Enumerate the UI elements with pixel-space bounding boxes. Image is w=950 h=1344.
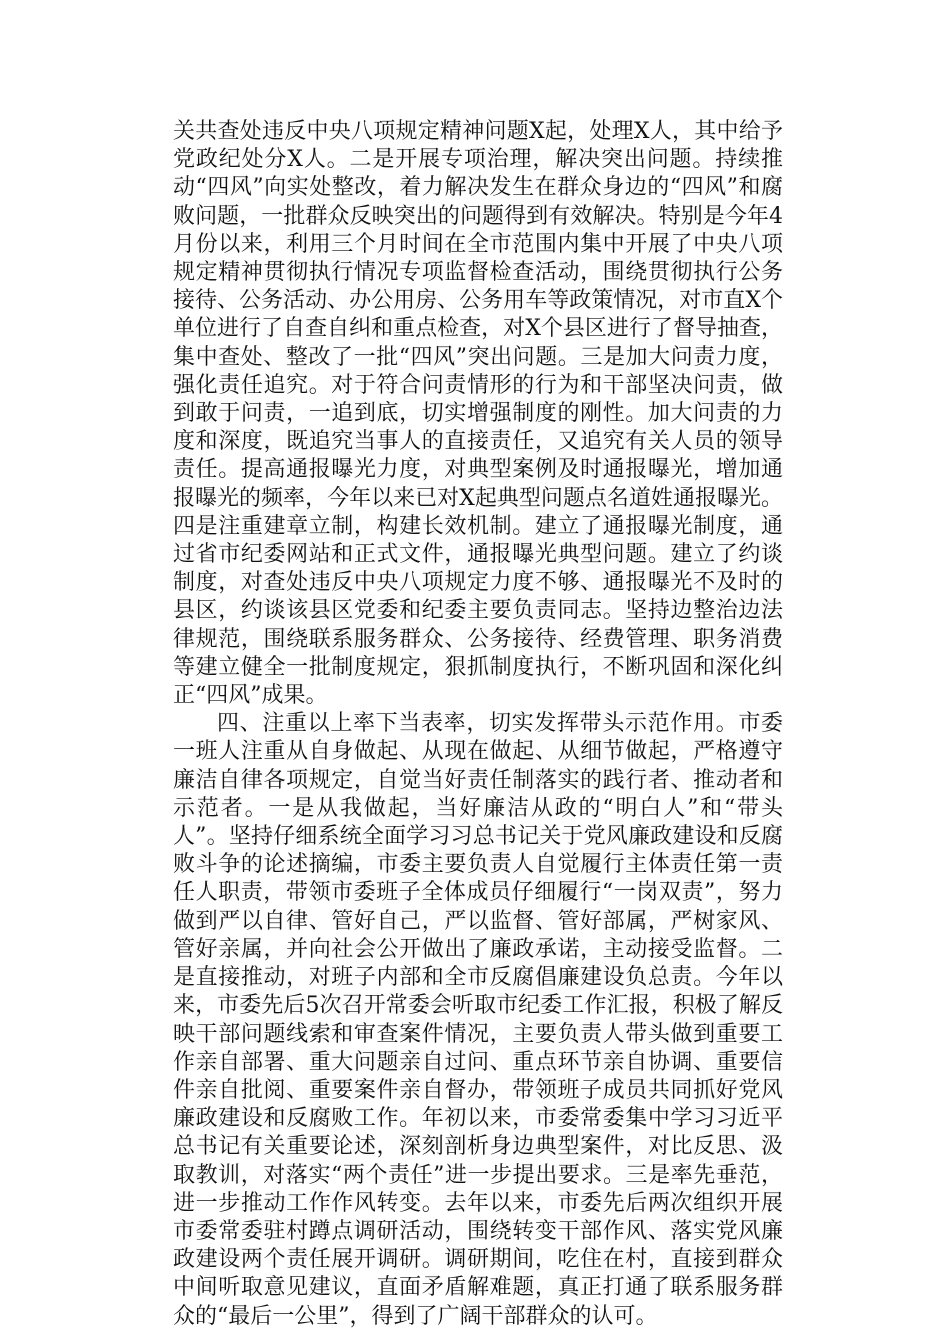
- paragraph-section-four: 四、注重以上率下当表率，切实发挥带头示范作用。市委一班人注重从自身做起、从现在做起、从细节做起，严格遵守廉洁自律各项规定，自觉当好责任制落实的践行者、推动者和示范者。一是从我做起，当好廉洁从政的“明白人”和“带头人”。坚持仔细系统全面学习习总书记关于党风廉政建设和反腐败斗争的论述摘编，市委主要负责人自觉履行主体责任第一责任人职责，带领市委班子全体成员仔细履行“一岗双责”，努力做到严以自律、管好自己，严以监督、管好部属，严树家风、管好亲属，并向社会公开做出了廉政承诺，主动接受监督。二是直接推动，对班子内部和全市反腐倡廉建设负总责。今年以来，市委先后5次召开常委会听取市纪委工作汇报，积极了解反映干部问题线索和审查案件情况，主要负责人带头做到重要工作亲自部署、重大问题亲自过问、重点环节亲自协调、重要信件亲自批阅、重要案件亲自督办，带领班子成员共同抓好党风廉政建设和反腐败工作。年初以来，市委常委集中学习习近平总书记有关重要论述，深刻剖析身边典型案件，对比反思、汲取教训，对落实“两个责任”进一步提出要求。三是率先垂范，进一步推动工作作风转变。去年以来，市委先后两次组织开展市委常委驻村蹲点调研活动，围绕转变干部作风、落实党风廉政建设两个责任展开调研。调研期间，吃住在村，直接到群众中间听取意见建议，直面矛盾解难题，真正打通了联系服务群众的“最后一公里”，得到了广阔干部群众的认可。: [173, 711, 783, 1329]
- paragraph-continuation: 关共查处违反中央八项规定精神问题X起，处理X人，其中给予党政纪处分X人。二是开展专项治理，解决突出问题。持续推动“四风”向实处整改，着力解决发生在群众身边的“四风”和腐败问题，一批群众反映突出的问题得到有效解决。特别是今年4月份以来，利用三个月时间在全市范围内集中开展了中央八项规定精神贯彻执行情况专项监督检查活动，围绕贯彻执行公务接待、公务活动、办公用房、公务用车等政策情况，对市直X个单位进行了自查自纠和重点检查，对X个县区进行了督导抽查，集中查处、整改了一批“四风”突出问题。三是加大问责力度，强化责任追究。对于符合问责情形的行为和干部坚决问责，做到敢于问责，一追到底，切实增强制度的刚性。加大问责的力度和深度，既追究当事人的直接责任，又追究有关人员的领导责任。提高通报曝光力度，对典型案例及时通报曝光，增加通报曝光的频率，今年以来已对X起典型问题点名道姓通报曝光。四是注重建章立制，构建长效机制。建立了通报曝光制度，通过省市纪委网站和正式文件，通报曝光典型问题。建立了约谈制度，对查处违反中央八项规定力度不够、通报曝光不及时的县区，约谈该县区党委和纪委主要负责同志。坚持边整治边法律规范，围绕联系服务群众、公务接待、经费管理、职务消费等建立健全一批制度规定，狠抓制度执行，不断巩固和深化纠正“四风”成果。: [173, 119, 783, 709]
- document-body: [173, 118, 783, 1331]
